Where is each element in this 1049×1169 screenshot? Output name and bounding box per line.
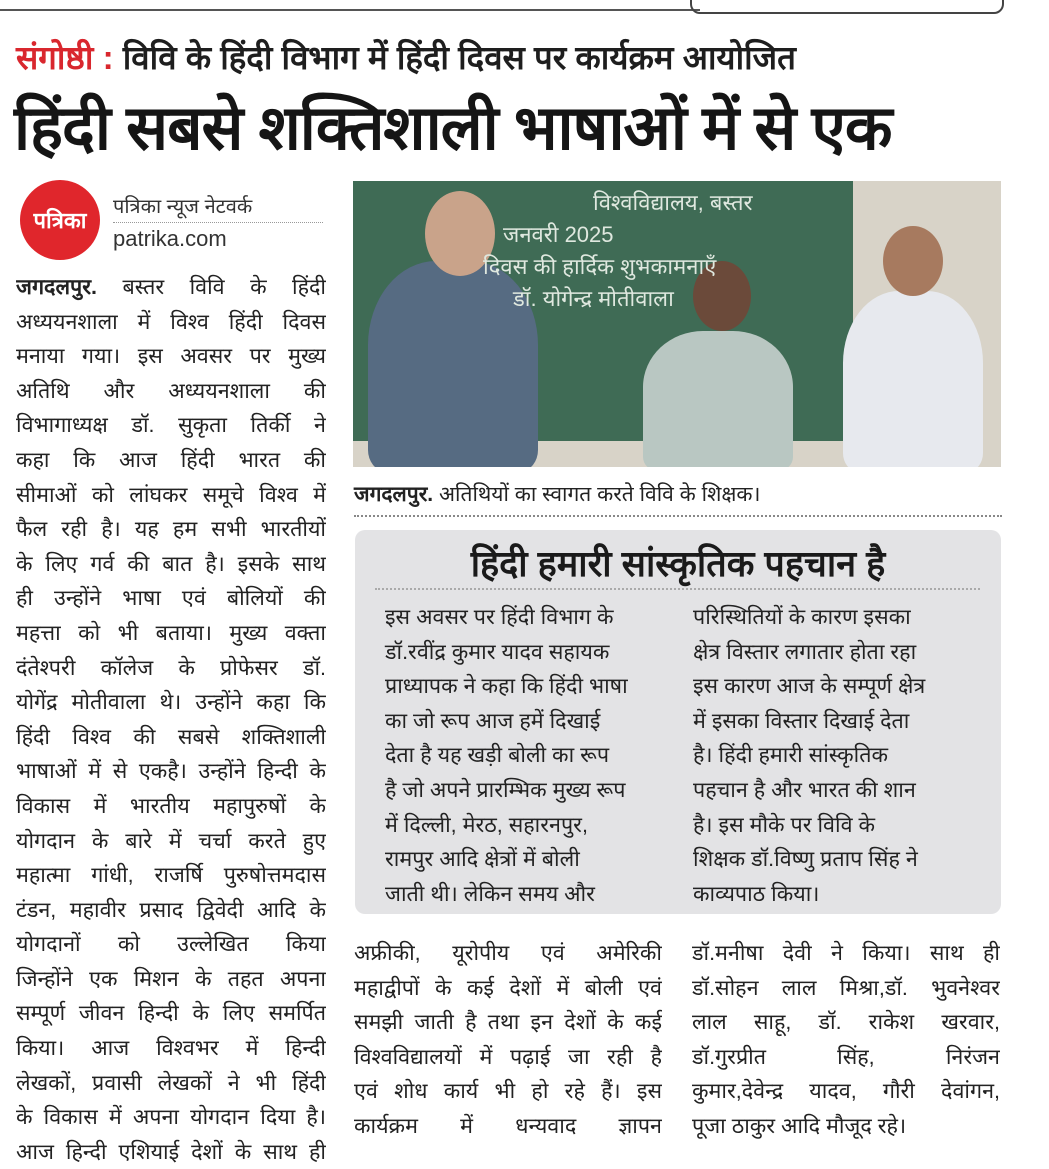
text-line: इस कारण आज के सम्पूर्ण क्षेत्र [693,674,926,699]
text-line: डॉ.रवींद्र कुमार यादव सहायक [385,639,610,664]
byline-network: पत्रिका न्यूज नेटवर्क [113,192,323,223]
dotted-divider [354,515,1002,517]
text-line: सीमाओं को लांघकर समूचे विश्व में [16,482,326,507]
text-line: महात्मा गांधी, राजर्षि पुरुषोत्तमदास [16,863,326,888]
text-line: शिक्षक डॉ.विष्णु प्रताप सिंह ने [693,847,918,872]
dotted-divider [375,588,980,590]
text-line: डॉ.गुरप्रीत सिंह, निरंजन [692,1044,1000,1069]
text-line: लेखकों, प्रवासी लेखकों ने भी हिंदी [16,1070,326,1095]
text-line: आज हिन्दी एशियाई देशों के साथ ही [16,1139,326,1164]
text-line: कार्यक्रम में धन्यवाद ज्ञापन [354,1113,662,1138]
person-right-head [883,226,943,296]
text-line: में इसका विस्तार दिखाई देता [693,708,910,733]
text-line: दंतेश्परी कॉलेज के प्रोफेसर डॉ. [16,655,326,680]
text-line: भाषाओं में से एकहै। उन्होंने हिन्दी के [16,759,326,784]
board-text: डॉ. योगेन्द्र मोतीवाला [513,286,674,311]
text-line: सम्पूर्ण जीवन हिन्दी के लिए समर्पित [16,1001,326,1026]
person-right [843,291,983,467]
text-line: विश्वविद्यालयों में पढ़ाई जा रही है [354,1044,662,1069]
event-photo [353,181,1001,467]
board-text: जनवरी 2025 [503,222,614,247]
text-line: हिंदी विश्व की सबसे शक्तिशाली [16,724,326,749]
person-middle [643,331,793,467]
text-line: टंडन, महावीर प्रसाद द्विवेदी आदि के [16,897,326,922]
text-line: मनाया गया। इस अवसर पर मुख्य [16,344,326,369]
text-line: पहचान है और भारत की शान [693,777,916,802]
text-line: एवं शोध कार्य भी हो रहे हैं। इस [354,1079,662,1104]
board-text: दिवस की हार्दिक शुभकामनाएँ [483,254,717,279]
text-line: विभागाध्यक्ष डॉ. सुकृता तिर्की ने [16,413,326,438]
text-line: समझी जाती है तथा इन देशों के कई [354,1010,662,1035]
photo-caption [354,480,761,508]
text-line: है। इस मौके पर विवि के [693,812,876,837]
text-line: जिन्होंने एक मिशन के तहत अपना [16,966,326,991]
text-line: अध्ययनशाला में विश्व हिंदी दिवस [16,309,326,334]
text-line: डॉ.मनीषा देवी ने किया। साथ ही [692,941,1000,965]
text-line: के लिए गर्व की बात है। इसके साथ [16,551,326,576]
board-text: विश्वविद्यालय, बस्तर [593,190,753,215]
text-line: योगदानों को उल्लेखित किया [16,932,326,957]
sidebar-title: हिंदी हमारी सांस्कृतिक पहचान है [470,543,886,584]
top-rule [0,9,700,11]
text-line: का जो रूप आज हमें दिखाई [385,708,601,733]
text-line-content: बस्तर विवि के हिंदी [122,275,326,299]
text-line: योगेंद्र मोतीवाला थे। उन्होंने कहा कि [16,690,326,715]
text-line: परिस्थितियों के कारण इसका [693,605,911,629]
text-line [16,270,326,305]
patrika-logo: पत्रिका [20,180,100,260]
lower-column-2 [692,936,1000,1144]
text-line: अफ्रीकी, यूरोपीय एवं अमेरिकी [354,941,662,965]
left-column [16,270,326,1169]
text-line: में दिल्ली, मेरठ, सहारनपुर, [385,812,588,837]
text-line: महाद्वीपों के कई देशों में बोली एवं [354,975,662,1000]
text-line: कुमार,देवेन्द्र यादव, गौरी देवांगन, [692,1079,1000,1104]
text-line: है। हिंदी हमारी सांस्कृतिक [693,743,888,768]
top-box-border [690,0,1004,14]
text-line: जाती थी। लेकिन समय और [385,881,595,906]
caption-place: जगदलपुर. [354,483,434,506]
caption-text: अतिथियों का स्वागत करते विवि के शिक्षक। [439,483,761,506]
text-line: पूजा ठाकुर आदि मौजूद रहे। [692,1113,907,1138]
text-line: के विकास में अपना योगदान दिया है। [16,1105,326,1130]
kicker-label: संगोष्ठी : [16,39,114,76]
headline: हिंदी सबसे शक्तिशाली भाषाओं में से एक [14,94,892,163]
text-line: रामपुर आदि क्षेत्रों में बोली [385,847,580,872]
text-line: किया। आज विश्वभर में हिन्दी [16,1036,326,1061]
dateline: जगदलपुर. [16,275,98,299]
text-line: ही उन्होंने भाषा एवं बोलियों की [16,586,326,611]
text-line: प्राध्यापक ने कहा कि हिंदी भाषा [385,674,628,699]
text-line: डॉ.सोहन लाल मिश्रा,डॉ. भुवनेश्वर [692,975,1000,1000]
kicker [16,34,796,79]
sidebar-box [355,530,1001,914]
kicker-text: विवि के हिंदी विभाग में हिंदी दिवस पर कार्यक्रम आयोजित [122,39,796,76]
text-line: अतिथि और अध्ययनशाला की [16,378,326,403]
text-line: लाल साहू, डॉ. राकेश खरवार, [692,1010,1000,1035]
byline-site: patrika.com [113,226,227,251]
sidebar-column-2 [693,600,983,911]
text-line: क्षेत्र विस्तार लगातार होता रहा [693,639,917,664]
text-line: कहा कि आज हिंदी भारत की [16,447,326,472]
text-line: महत्ता को भी बताया। मुख्य वक्ता [16,620,326,645]
lower-column-1 [354,936,662,1144]
text-line: विकास में भारतीय महापुरुषों के [16,793,326,818]
text-line: देता है यह खड़ी बोली का रूप [385,743,610,768]
sidebar-column-1 [385,600,675,911]
text-line: है जो अपने प्रारम्भिक मुख्य रूप [385,777,626,802]
text-line: फैल रही है। यह हम सभी भारतीयों [16,517,326,542]
text-line: इस अवसर पर हिंदी विभाग के [385,605,614,629]
text-line: काव्यपाठ किया। [693,881,820,906]
text-line: योगदान के बारे में चर्चा करते हुए [16,828,326,853]
